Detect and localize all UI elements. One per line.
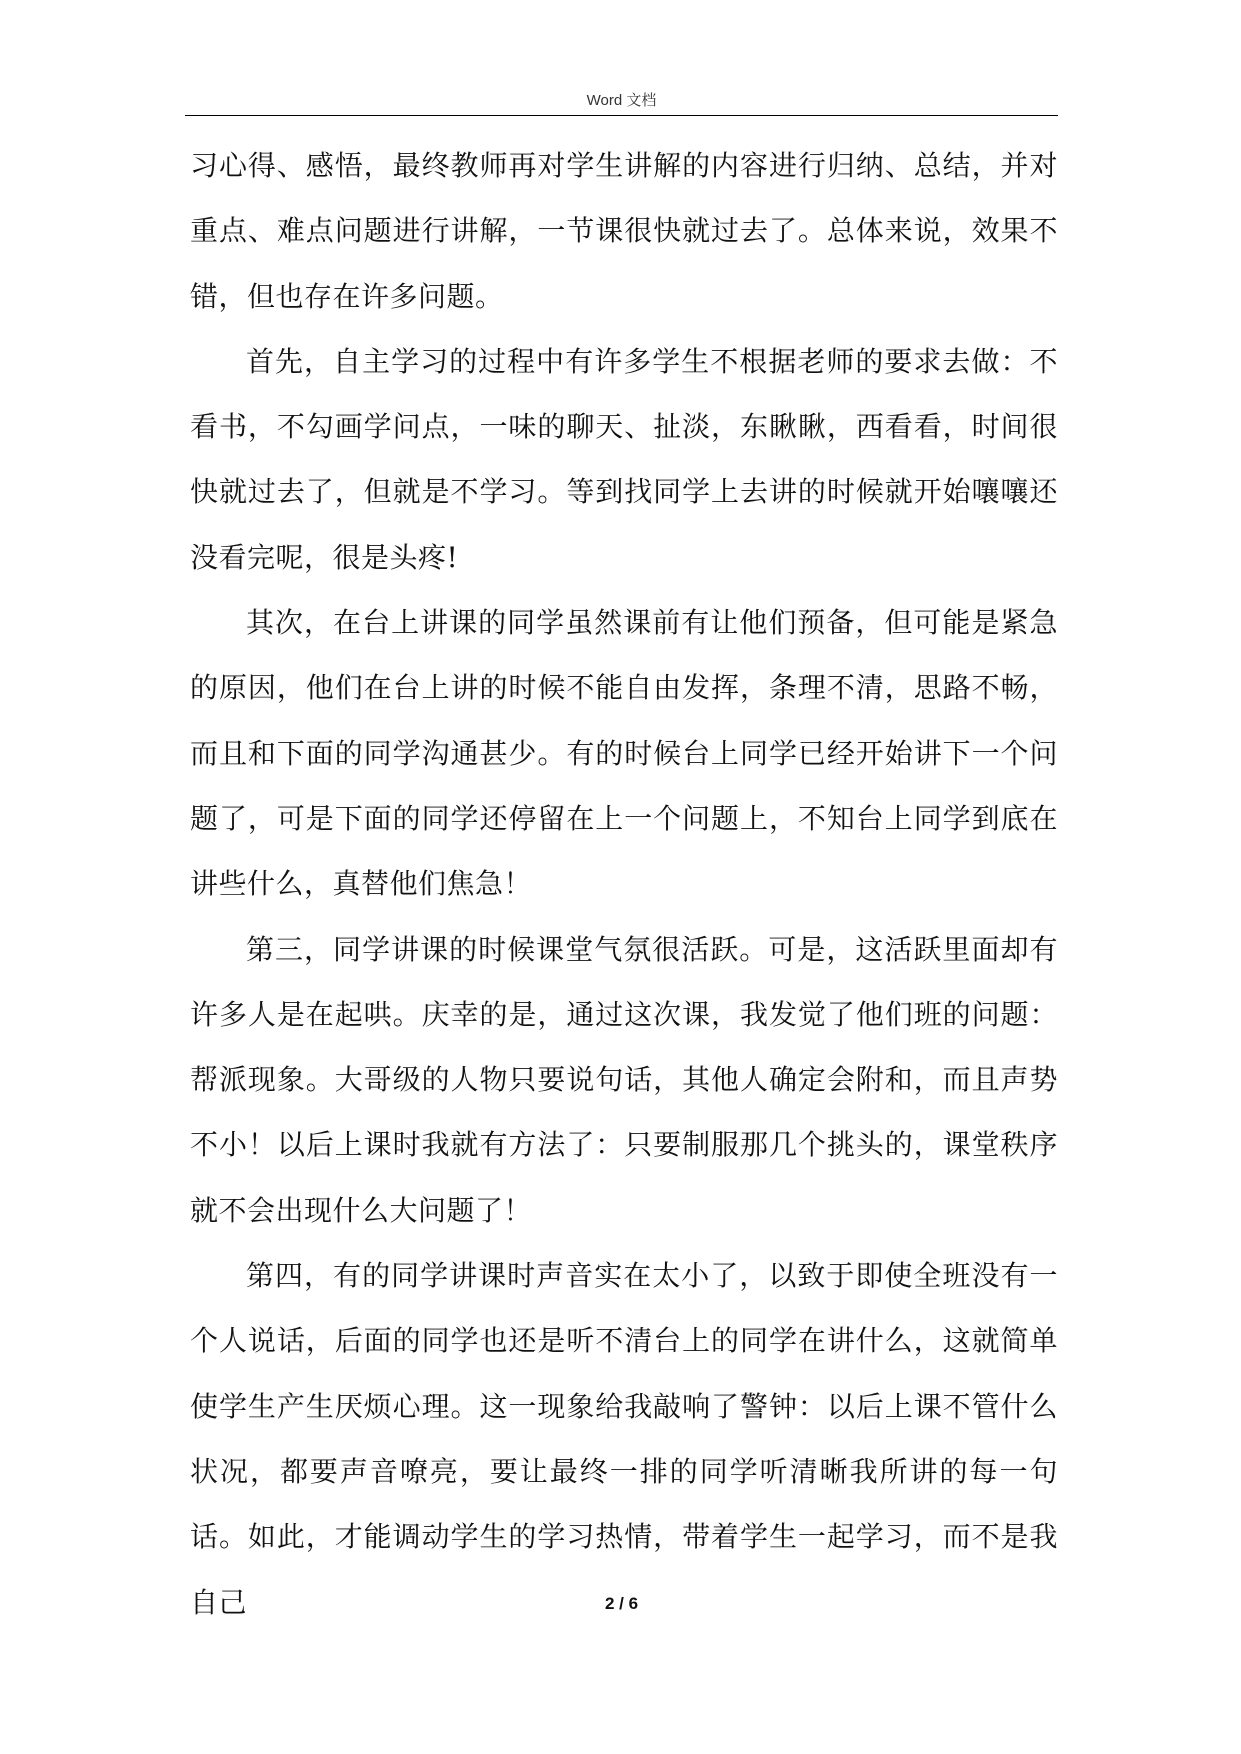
paragraph-2: 首先，自主学习的过程中有许多学生不根据老师的要求去做：不看书，不勾画学问点，一味的聊天、扯淡，东瞅瞅，西看看，时间很快就过去了，但就是不学习。等到找同学上去讲的时候就开始嚷嚷还没看完呢，很是头疼! [190, 344, 1058, 574]
document-body [190, 133, 1058, 1635]
page-header [185, 88, 1058, 116]
paragraph-1: 习心得、感悟，最终教师再对学生讲解的内容进行归纳、总结，并对重点、难点问题进行讲解，一节课很快就过去了。总体来说，效果不错，但也存在许多问题。 [190, 149, 1058, 313]
page-footer [185, 1594, 1058, 1614]
header-divider [185, 115, 1058, 116]
page-number: 2 / 6 [604, 1594, 639, 1613]
header-title: Word 文档 [586, 92, 657, 109]
paragraph-3: 其次，在台上讲课的同学虽然课前有让他们预备，但可能是紧急的原因，他们在台上讲的时候不能自由发挥，条理不清，思路不畅，而且和下面的同学沟通甚少。有的时候台上同学已经开始讲下一个问题了，可是下面的同学还停留在上一个问题上，不知台上同学到底在讲些什么，真替他们焦急！ [190, 606, 1058, 901]
paragraph-4: 第三，同学讲课的时候课堂气氛很活跃。可是，这活跃里面却有许多人是在起哄。庆幸的是，通过这次课，我发觉了他们班的问题：帮派现象。大哥级的人物只要说句话，其他人确定会附和，而且声势不小！以后上课时我就有方法了：只要制服那几个挑头的，课堂秩序就不会出现什么大问题了！ [190, 932, 1058, 1227]
paragraph-5: 第四，有的同学讲课时声音实在太小了，以致于即使全班没有一个人说话，后面的同学也还是听不清台上的同学在讲什么，这就简单使学生产生厌烦心理。这一现象给我敲响了警钟：以后上课不管什么状况，都要声音嘹亮，要让最终一排的同学听清晰我所讲的每一句话。如此，才能调动学生的学习热情，带着学生一起学习，而不是我自己 [190, 1259, 1058, 1619]
